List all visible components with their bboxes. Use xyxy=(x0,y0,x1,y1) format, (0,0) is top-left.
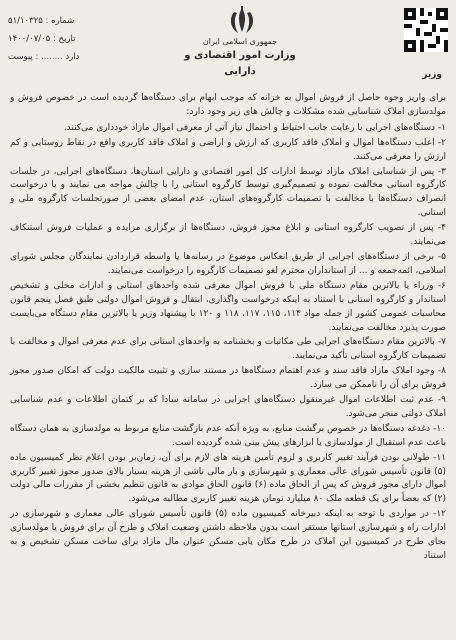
date-value: ۱۴۰۰/۰۷/۰۵ xyxy=(8,34,51,44)
attachment-label: پیوست xyxy=(8,52,33,62)
body-item: ۵- برخی از دستگاه‌های اجرایی از طریق انعکاس موضوع در رسانه‌ها یا واسطه قراردادن نمایندگان مجلس شورای اسلامی، ائمه‌جمعه و ... از استانداران محترم لغو تصمیمات کارگروه را درخواست می‌نمایند. xyxy=(10,251,446,276)
attachment-value: دارد xyxy=(65,52,80,62)
organization-title xyxy=(170,36,310,80)
body-item: ۱۰- دغدغه دستگاه‌ها در خصوص برگشت منابع، به ویژه آنکه عدم بازگشت منابع مربوط به مولدسازی به همان دستگاه باعث عدم استقبال از مولدسازی یا ابزارهای پیش بینی شده گردیده است. xyxy=(10,423,446,448)
body-item: ۳- پس از شناسایی املاک مازاد توسط ادارات کل امور اقتصادی و دارایی استان‌ها، دستگاه‌های اجرایی، در جلسات کارگروه استانی مخالفت نموده و تصمیم‌گیری توسط کارگروه استانی را با چالش مواجه می نمایند و یا درخواست انصراف دستگاه‌ها با مخالفت با تصمیمات کارگروه‌های استان، عدم امضای بعضی از صورتجلسات کارگروه ملی و استانی. xyxy=(10,166,446,219)
republic-name: جمهوری اسلامی ایران xyxy=(202,37,278,46)
date-row: ۱۴۰۰/۰۷/۰۵ : تاریخ xyxy=(8,34,76,44)
body-item: ۹- عدم ثبت اطلاعات اموال غیرمنقول دستگاه‌های اجرایی در سامانه سادا که بر کتمان اطلاعات و عدم شناسایی املاک دولتی منجر می‌شود. xyxy=(10,395,446,419)
number-label: شماره xyxy=(51,16,75,26)
body-item: ۶- وزراء یا بالاترین مقام دستگاه ملی با فروش اموال معرفی شده واحدهای استانی و ادارات محلی و تشخیص استاندار و کارگروه استانی با استناد به اینکه درخواست واگذاری، انتقال و فروش اموال دولتی طبق فصل پنجم قانون محاسبات عمومی کشور از جمله مواد ۱۱۴، ۱۱۵، ۱۱۷، ۱۱۸ و ۱۲۰ با پیشنهاد وزیر یا بالاترین مقام دستگاه می‌بایست صورت پذیرد مخالفت می‌نمایند. xyxy=(10,280,447,333)
letter-metadata xyxy=(8,12,148,66)
body-item: ۱- دستگاه‌های اجرایی با رعایت جانب احتیاط و احتمال نیاز آتی از معرفی اموال مازاد خودداری می‌کنند. xyxy=(63,122,446,133)
body-item: ۷- بالاترین مقام دستگاه‌های اجرایی طی مکاتبات و بخشنامه به واحدهای استانی برای عدم معرفی اموال و مخالفت با تصمیمات کارگروه استانی تأکید می‌نمایند. xyxy=(10,337,446,362)
body-item: ۱۲- در مواردی با توجه به اینکه دبیرخانه کمیسیون ماده (۵) قانون تأسیس شورای عالی معماری و شهرسازی در ادارات راه و شهرسازی استانها مستقر است بدون ملاحظه داشتن وضعیت املاک و طرح آن برای فروش یا مولدسازی بجای طرح در کمیسیون این املاک در طرح مکان یابی مسکن عنوان مال مازاد برای ساخت مسکن تشخیص و به استناد xyxy=(10,509,446,561)
body-item: ۱۱- طولانی بودن فرآیند تغییر کاربری و لزوم تأمین هزینه های لازم برای آن، زمان‌بر بودن اعلام نظر کمیسیون ماده (۵) قانون تأسیس شورای عالی معماری و شهرسازی و بار مالی ناشی از هزینه بسیار بالای صدور مجوز تغییر کاربری اموال دارای مجوز فروش که پس از الحاق ماده (۶) قانون الحاق موادی به قانون تنظیم بخشی از مقررات مالی دولت (۲) که بعضاً برای یک قطعه ملک ۸۰ میلیارد تومان هزینه تغییر کاربری مطالبه می‌شود. xyxy=(10,452,446,505)
number-row: ۵۱/۱۰۳۲۵ : شماره xyxy=(8,16,75,26)
body-intro: برای واریز وجوه حاصل از فروش اموال به خزانه که موجب ابهام برای دستگاه‌ها گردیده است در خصوص فروش و مولدسازی املاک شناسایی شده مشکلات و چالش های زیر وجود دارد: xyxy=(10,93,446,117)
qr-code-icon xyxy=(404,8,448,52)
ministry-name: وزارت امور اقتصادی و دارایی xyxy=(184,50,296,77)
letter-body xyxy=(10,92,446,565)
attachment-row: دارد ........ : پیوست xyxy=(8,52,80,62)
signatory-title: وزیر xyxy=(422,70,442,80)
iran-emblem-icon xyxy=(224,6,260,36)
number-value: ۵۱/۱۰۳۲۵ xyxy=(8,16,43,26)
body-item: ۲- اعلب دستگاه‌ها اموال و املاک فاقد کاربری که ارزش و اراضی و املاک فاقد کاربری واقع در نقاط روستایی و کم ارزش را معرفی می‌کنند. xyxy=(10,137,446,162)
body-item: ۴- پس از تصویب کارگروه استانی و ابلاغ مجوز فروش، دستگاه‌ها از برگزاری مزایده و عملیات فروش استنکاف می‌نمایند. xyxy=(10,223,446,248)
body-item: ۸- وجود املاک مازاد فاقد سند و عدم اهتمام دستگاه‌ها در مستند سازی و تثبیت مالکیت دولت که امکان صدور مجوز فروش برای آن را ناممکن می سازد. xyxy=(10,366,446,391)
date-label: تاریخ xyxy=(58,34,76,44)
